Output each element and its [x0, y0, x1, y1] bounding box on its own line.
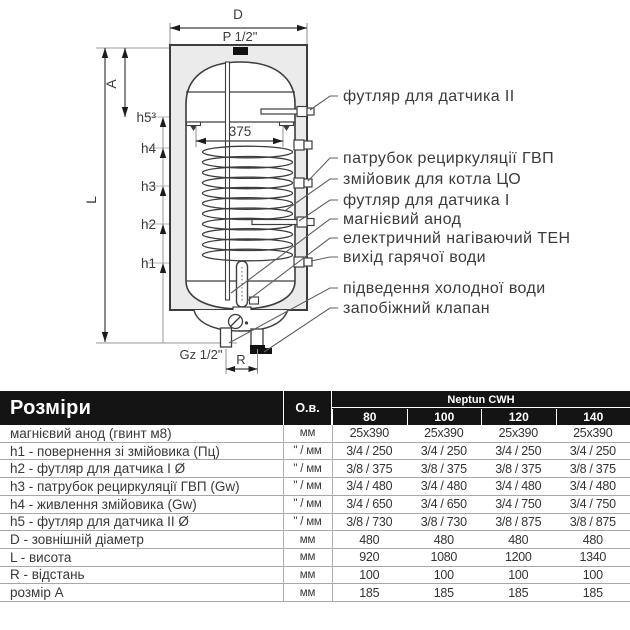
- row-value: 25x390: [349, 426, 389, 441]
- row-label: R - відстань: [10, 567, 85, 583]
- callout-labels: [343, 88, 571, 317]
- callout-heating-element: електричний нагіваючий ТЕН: [343, 230, 571, 247]
- row-value: 100: [359, 567, 380, 582]
- row-value: 3/8 / 375: [346, 461, 393, 476]
- row-unit: мм: [299, 568, 316, 581]
- row-value: 100: [582, 567, 603, 582]
- size-headers: [332, 409, 630, 425]
- dim-h2-label: h2: [140, 217, 156, 232]
- callout-anode: магнієвий анод: [343, 211, 462, 228]
- table-divider: [283, 425, 284, 602]
- row-label: D - зовнішній діаметр: [10, 532, 144, 548]
- anode-rod: [226, 62, 230, 300]
- row-value: 3/4 / 250: [569, 444, 616, 459]
- row-value: 480: [582, 532, 603, 547]
- row-unit: " / мм: [293, 480, 322, 493]
- row-value: 185: [433, 585, 454, 600]
- row-label: магнієвий анод (гвинт м8): [10, 425, 172, 441]
- row-value: 3/4 / 480: [569, 479, 616, 494]
- row-label: h2 - футляр для датчика I Ø: [10, 461, 186, 477]
- table-row: [0, 478, 630, 496]
- row-value: 25x390: [498, 426, 538, 441]
- table-title: Розміри: [10, 397, 92, 419]
- table-row: [0, 460, 630, 478]
- dim-h1-label: h1: [140, 256, 156, 271]
- row-unit: " / мм: [293, 498, 322, 511]
- row-unit: мм: [299, 533, 316, 546]
- row-value: 3/8 / 730: [420, 514, 467, 529]
- unit-column-header: О.в.: [283, 391, 332, 425]
- callout-hot-water-outlet: вихід гарячої води: [343, 249, 487, 266]
- dim-h3-label: h3: [140, 179, 156, 194]
- row-unit: " / мм: [293, 445, 322, 458]
- row-value: 3/4 / 650: [346, 497, 393, 512]
- row-value: 480: [508, 532, 529, 547]
- row-value: 25x390: [424, 426, 464, 441]
- table-header: [0, 391, 630, 425]
- table-row: [0, 584, 630, 602]
- row-value: 185: [582, 585, 603, 600]
- row-value: 3/4 / 250: [495, 444, 542, 459]
- arrowhead: [170, 25, 180, 31]
- row-value: 3/8 / 875: [495, 514, 542, 529]
- table-row: [0, 496, 630, 514]
- row-unit: мм: [299, 586, 316, 599]
- size-column-header: 120: [481, 409, 556, 425]
- callout-sensor-sleeve-i: футляр для датчика I: [343, 192, 510, 209]
- bottom-thread-label: Gz 1/2": [179, 347, 223, 362]
- callout-recirculation-port: патрубок рециркуляції ГВП: [343, 150, 555, 167]
- dim-h4-label: h4: [140, 141, 156, 156]
- row-value: 1080: [430, 550, 458, 565]
- table-row: [0, 425, 630, 443]
- dim-l-label: L: [83, 196, 99, 204]
- row-value: 185: [359, 585, 380, 600]
- table-body: [0, 425, 630, 602]
- row-value: 1200: [504, 550, 532, 565]
- row-value: 100: [433, 567, 454, 582]
- cold-water-stub: [221, 328, 232, 347]
- callout-safety-valve: запобіжний клапан: [343, 300, 490, 317]
- row-value: 1340: [579, 550, 607, 565]
- row-value: 3/4 / 650: [420, 497, 467, 512]
- row-label: розмір A: [10, 585, 64, 601]
- row-value: 100: [508, 567, 529, 582]
- callout-sensor-sleeve-ii: футляр для датчика II: [343, 88, 515, 105]
- row-label: h5 - футляр для датчика II Ø: [10, 514, 189, 530]
- size-column-header: 100: [407, 409, 482, 425]
- dim-l: [83, 48, 108, 342]
- row-label: h3 - патрубок рециркуляції ГВП (Gw): [10, 478, 240, 494]
- callout-coil: змійовик для котла ЦО: [343, 171, 522, 188]
- table-row: [0, 549, 630, 567]
- row-value: 3/4 / 480: [495, 479, 542, 494]
- table-row: [0, 514, 630, 532]
- row-value: 3/4 / 250: [420, 444, 467, 459]
- row-value: 3/4 / 480: [346, 479, 393, 494]
- table-row: [0, 531, 630, 549]
- size-column-header: 80: [332, 409, 407, 425]
- top-cap: [233, 47, 248, 55]
- row-value: 480: [433, 532, 454, 547]
- row-unit: " / мм: [293, 462, 322, 475]
- row-unit: " / мм: [293, 515, 322, 528]
- row-unit: мм: [299, 551, 316, 564]
- row-value: 3/8 / 375: [420, 461, 467, 476]
- dim-a: [103, 48, 128, 117]
- row-value: 3/8 / 375: [495, 461, 542, 476]
- dim-d-label: D: [233, 7, 243, 22]
- outlet-stub: [251, 329, 263, 347]
- size-column-header: 140: [556, 409, 630, 425]
- row-value: 3/8 / 875: [569, 514, 616, 529]
- arrowhead: [297, 25, 307, 31]
- row-value: 920: [359, 550, 380, 565]
- row-value: 25x390: [573, 426, 613, 441]
- row-value: 3/4 / 750: [495, 497, 542, 512]
- spec-table: [0, 391, 630, 602]
- top-thread-label: P 1/2": [222, 29, 258, 44]
- table-divider: [332, 425, 333, 602]
- series-header: Neptun CWH: [332, 391, 630, 408]
- row-value: 3/8 / 375: [569, 461, 616, 476]
- callout-cold-water-inlet: підведення холодної води: [343, 280, 546, 297]
- row-value: 3/4 / 480: [420, 479, 467, 494]
- row-label: h4 - живлення змійовика (Gw): [10, 496, 197, 512]
- table-row: [0, 443, 630, 461]
- table-row: [0, 567, 630, 585]
- row-value: 3/4 / 750: [569, 497, 616, 512]
- dim-h5-label: h5³: [136, 110, 156, 125]
- dim-a-label: A: [103, 79, 119, 89]
- row-value: 480: [359, 532, 380, 547]
- row-unit: мм: [299, 427, 316, 440]
- row-value: 3/4 / 250: [346, 444, 393, 459]
- row-value: 3/8 / 730: [346, 514, 393, 529]
- dim-r-label: R: [236, 352, 246, 367]
- dim-coil-span-label: 375: [228, 124, 252, 139]
- row-label: L - висота: [10, 549, 72, 565]
- row-value: 185: [508, 585, 529, 600]
- row-label: h1 - повернення зі змійовика (Пц): [10, 443, 220, 459]
